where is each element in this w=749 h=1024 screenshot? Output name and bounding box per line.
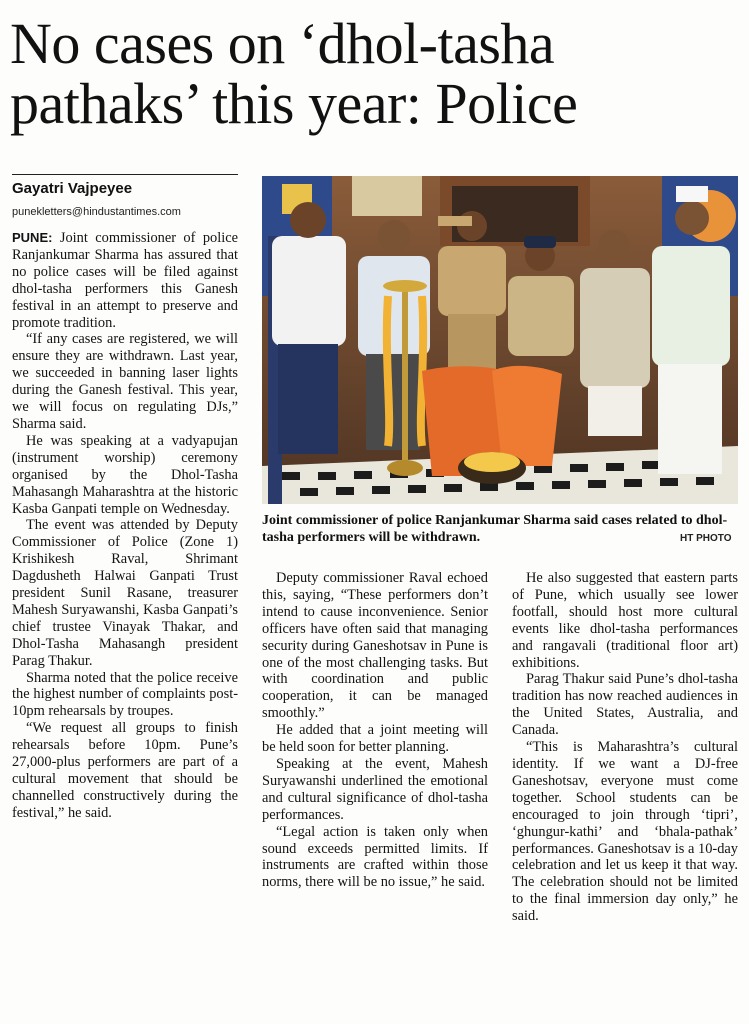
paragraph: Sharma noted that the police receive the highest number of complaints post-10pm rehearsals by troupes. [12, 669, 238, 720]
paragraph: Joint commissioner of police Ranjankumar Sharma has assured that no police cases will be filed against dhol-tasha performers this Ganesh festival in an attempt to preserve and promote tradition. [12, 230, 238, 331]
byline: Gayatri Vajpeyee [12, 180, 133, 197]
paragraph: He also suggested that eastern parts of Pune, which usually see lower footfall, should host more cultural events like dhol-tasha performances and rangavali (traditional floor art) exhibitions. [512, 570, 738, 671]
photo-caption: Joint commissioner of police Ranjankumar Sharma said cases related to dhol-tasha performers will be withdrawn. [262, 513, 728, 545]
paragraph: Parag Thakur said Pune’s dhol-tasha tradition has now reached audiences in the United States, Australia, and Canada. [512, 671, 738, 739]
paragraph: He was speaking at a vadyapujan (instrument worship) ceremony organised by the Dhol-Tasha Mahasangh Maharashtra at the historic Kasba Ganpati temple on Wednesday. [12, 432, 238, 517]
author-email: punekletters@hindustantimes.com [12, 206, 181, 218]
paragraph: “This is Maharashtra’s cultural identity. If we want a DJ-free Ganeshotsav, everyone must come together. School students can be encouraged to join through ‘tipri’, ‘ghungur-kathi’ and ‘bhala-pathak’ performances. Ganeshotsav is a 10-day celebration and let us keep it that way. The celebration should not be limited to the final immersion day only,” he said. [512, 739, 738, 925]
paragraph: “If any cases are registered, we will ensure they are withdrawn. Last year, we succeeded in banning laser lights during the Ganesh festival. This year, we will focus on regulating DJs,” Sharma said. [12, 331, 238, 432]
photo-illustration [262, 176, 738, 504]
paragraph: Speaking at the event, Mahesh Suryawanshi underlined the emotional and cultural significance of dhol-tasha performances. [262, 755, 488, 823]
article-column-3 [512, 570, 738, 925]
headline: No cases on ‘dhol-tasha pathaks’ this year: Police [10, 11, 578, 136]
lead-paragraph [12, 230, 238, 331]
byline-rule [12, 174, 238, 175]
paragraph: Deputy commissioner Raval echoed this, saying, “These performers don’t intend to cause inconvenience. Senior officers have often said that managing security during Ganeshotsav in Pune is one of the most challenging tasks. But with coordination and public cooperation, it can be managed smoothly.” [262, 570, 488, 722]
article-column-2 [262, 570, 488, 891]
news-photo [262, 176, 738, 504]
photo-credit: HT PHOTO [680, 533, 732, 544]
paragraph: “Legal action is taken only when sound exceeds permitted limits. If instruments are crafted within those norms, there will be no issue,” he said. [262, 823, 488, 891]
dateline: PUNE: [12, 230, 53, 245]
paragraph: The event was attended by Deputy Commissioner of Police (Zone 1) Krishikesh Raval, Shrimant Dagdusheth Halwai Ganpati Trust president Sunil Rasane, treasurer Mahesh Suryawanshi, Kasba Ganpati’s chief trustee Vinayak Thakar, and Dhol-Tasha Mahasangh president Parag Thakur. [12, 517, 238, 669]
paragraph: He added that a joint meeting will be held soon for better planning. [262, 722, 488, 756]
article-column-1 [12, 230, 238, 822]
paragraph: “We request all groups to finish rehearsals before 10pm. Pune’s 27,000-plus performers are part of a cultural movement that should be channelled constructively during the festival,” he said. [12, 720, 238, 821]
